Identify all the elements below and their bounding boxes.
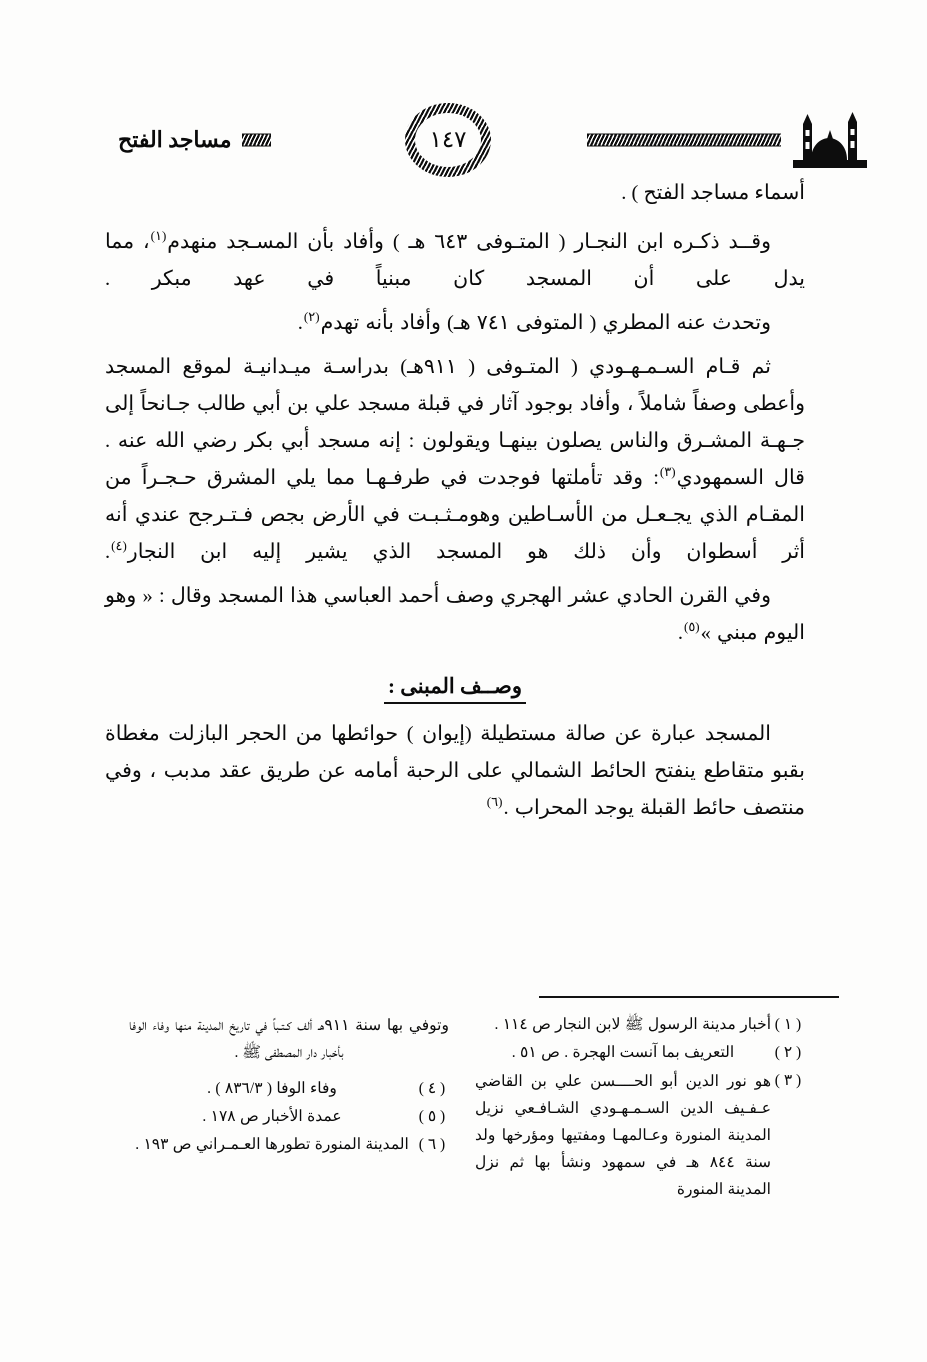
paragraph-2-text-a: وتحدث عنه المطري ( المتوفى ٧٤١ هـ) وأفاد بأنه تهدم	[320, 312, 771, 334]
paragraph-4-text-a: وفي القرن الحادي عشر الهجري وصف أحمد العباسي هذا المسجد وقال : « وهو اليوم مبني »	[105, 585, 805, 644]
footnote-marker: ( ٢ )	[774, 1044, 802, 1061]
footnote-marker: ( ١ )	[774, 1016, 802, 1033]
page-number: ١٤٧	[415, 113, 481, 167]
footnote-item	[475, 1040, 805, 1066]
paragraph-3-text-c: .	[105, 541, 111, 563]
footnote-text: عمدة الأخبار ص ١٧٨ .	[202, 1108, 342, 1125]
paragraph-3	[105, 349, 805, 571]
footnote-item	[475, 1068, 805, 1203]
paragraph-3-text-b: : وقد تأملتها فوجدت في طرفـهـا مما يلي المشرق حـجـراً من المقـام الذي يجـعـل من الأسـاطين وهومـثـبـت في الأرض بجص فـتـرجح عندي أنه أثر أسطوان وأن ذلك هو المسجد الذي يشير إليه ابن النجار	[105, 467, 805, 563]
header-braided-rule	[242, 110, 781, 170]
footnote-item	[129, 1132, 449, 1158]
footnote-item	[475, 1012, 805, 1038]
paragraph-1	[105, 224, 805, 298]
braid-segment-left	[242, 134, 271, 147]
footnote-column-left	[129, 1012, 449, 1160]
footnote-continuation-text: وتوفي بها سنة ٩١١هـ ألف كـتـباً في تاريخ المدينة منها وفاء الوفا بأخبار دار المصطفى ﷺ .	[129, 1017, 449, 1061]
footnote-text: التعريف بما آنست الهجرة . ص ٥١ .	[511, 1044, 735, 1061]
paragraph-2	[105, 305, 805, 342]
mosque-silhouette-icon	[793, 112, 867, 168]
footnote-item	[129, 1076, 449, 1102]
braid-segment-right	[587, 134, 781, 147]
footnote-item	[129, 1104, 449, 1130]
section-heading	[105, 674, 805, 704]
paragraph-3-text-a: ثم قـام السـمـهـودي ( المتـوفى ( ٩١١هـ) بدراسـة ميـدانيـة لموقع المسجد وأعطى وصفاً شاملاً ، وأفاد بوجود آثار في قبلة مسجد علي بن أبي طالب جـانحاً إلى جـهـة المشـرق والناس يصلون بينهـا ويقولون : إنه مسجد أبي بكر رضي الله عنه . قال السمهودي	[105, 356, 805, 489]
paragraph-4-text-b: .	[677, 622, 683, 644]
page-header	[118, 108, 867, 172]
footnote-ref-5[interactable]: (٥)	[683, 619, 700, 635]
section-heading-label: وصــف المبنى :	[384, 674, 526, 704]
page-number-medallion	[405, 103, 491, 177]
footnote-ref-2[interactable]: (٢)	[303, 309, 320, 325]
footnote-ref-4[interactable]: (٤)	[111, 538, 127, 554]
continued-line: أسماء مساجد الفتح ) .	[621, 182, 805, 204]
paragraph-5-text: المسجد عبارة عن صالة مستطيلة (إيوان ) حوائطها من الحجر البازلت مغطاة بقبو متقاطع ينفتح الحائط الشمالي على الرحبة أمامه عن طريق عقد مدبب ، وفي منتصف حائط القبلة يوجد المحراب .	[105, 723, 805, 819]
paragraph-5	[105, 716, 805, 827]
header-title: مساجد الفتح	[118, 127, 232, 152]
paragraph-1-text-a: وقــد ذكـره ابن النجـار ( المتـوفى ٦٤٣ هـ ) وأفاد بأن المسـجد منهدم	[167, 231, 771, 253]
footnote-marker: ( ٣ )	[774, 1072, 802, 1089]
footnote-ref-3[interactable]: (٣)	[659, 464, 676, 480]
body-text-column	[105, 176, 805, 834]
footnote-text: المدينة المنورة تطورها العـمـراني ص ١٩٣ .	[135, 1136, 409, 1153]
footnote-text: هو نور الدين أبو الحــــسن علي بن القاضي عـفـيف الدين السـمـهـودي الشـافـعي نزيل المدينة المنورة وعـالمهـا ومفتيها ومؤرخها ولد سنة ٨٤٤ هـ في سمهود ونشأ بها ثم نزل المدينة المنورة	[475, 1073, 771, 1198]
footnote-column-right	[475, 1012, 805, 1205]
footnote-marker: ( ٤ )	[418, 1080, 446, 1097]
footnote-text: وفاء الوفا ( ٨٣٦/٣ ) .	[207, 1080, 337, 1097]
paragraph-2-text-b: .	[297, 312, 303, 334]
paragraph-1-text-b: ، مما يدل على أن المسجد كان مبنياً في عهد مبكر .	[105, 231, 805, 290]
footnote-ref-1[interactable]: (١)	[150, 228, 167, 244]
footnote-marker: ( ٦ )	[418, 1136, 446, 1153]
footnote-separator-rule	[539, 996, 839, 998]
footnote-marker: ( ٥ )	[418, 1108, 446, 1125]
footnote-text: أخبار مدينة الرسول ﷺ لابن النجار ص ١١٤ .	[494, 1016, 771, 1033]
footnote-ref-6[interactable]: (٦)	[486, 794, 503, 810]
footnotes-area	[120, 1012, 805, 1205]
paragraph-4	[105, 578, 805, 652]
